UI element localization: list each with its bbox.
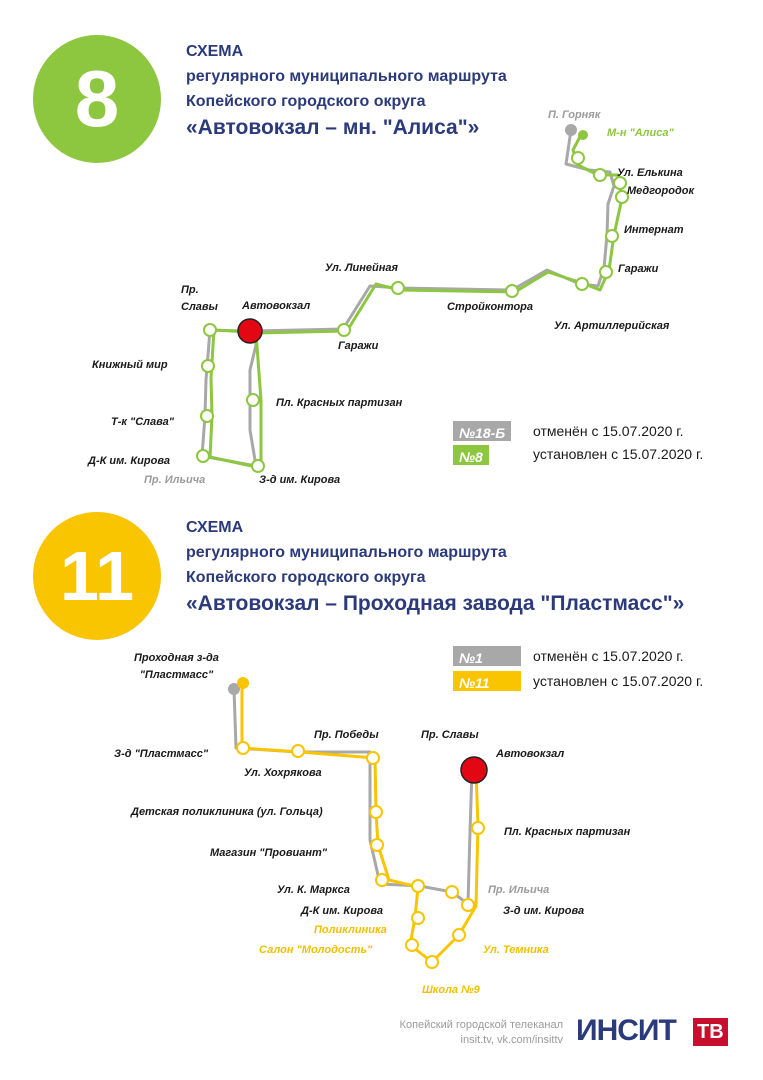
route-11-stop-pr-slavy: Пр. Славы — [421, 729, 479, 741]
route-11-number: 11 — [60, 537, 134, 615]
stop-marker — [412, 880, 424, 892]
route-11-new-line — [242, 683, 478, 962]
route-11-title-line2: регулярного муниципального маршрута — [186, 544, 507, 561]
route-8-stop-medgorodok: Медгородок — [627, 185, 695, 197]
route-11-stop-temnika: Ул. Темника — [483, 944, 549, 956]
route-8-stop-internat: Интернат — [624, 224, 684, 236]
stop-marker — [376, 874, 388, 886]
stop-marker — [462, 899, 474, 911]
stop-marker — [367, 752, 379, 764]
route-11-old-line — [234, 689, 472, 904]
route-11-stop-k-marksa: Ул. К. Маркса — [277, 884, 350, 896]
route-11-legend-new-text: установлен с 15.07.2020 г. — [533, 673, 704, 689]
route-8-title-line2: регулярного муниципального маршрута — [186, 68, 507, 85]
stop-marker — [453, 929, 465, 941]
stop-marker — [472, 822, 484, 834]
route-11-stop-pr-ilicha: Пр. Ильича — [488, 884, 550, 896]
route-8-stop-pl-krasnyh: Пл. Красных партизан — [276, 397, 403, 409]
route-8-title-line3: Копейского городского округа — [186, 93, 426, 110]
route-11-legend-old-badge: №1 — [453, 646, 521, 666]
route-11-stop-shkola9: Школа №9 — [422, 984, 480, 996]
insit-logo-tv: ТВ — [693, 1018, 728, 1046]
route-11-prohodnaya-new-terminal — [237, 677, 249, 689]
route-8-stop-knizhny-mir: Книжный мир — [92, 359, 168, 371]
stop-marker — [237, 742, 249, 754]
route-11-title-schema: СХЕМА — [186, 519, 244, 536]
route-11-stop-zd-kirova: З-д им. Кирова — [503, 905, 585, 917]
route-8-stop-lineynaya: Ул. Линейная — [325, 262, 398, 274]
route-11-stop-hohryakova: Ул. Хохрякова — [244, 767, 322, 779]
route-11-stop-zd-plastmass: З-д "Пластмасс" — [114, 748, 209, 760]
route-8-legend-old-badge: №18-Б — [453, 421, 511, 441]
route-8-stop-alisa: М-н "Алиса" — [607, 127, 674, 139]
route-8-stop-pr-slavy-text: Пр. Славы — [181, 284, 218, 314]
route-8-stop-avtovokzal: Автовокзал — [242, 300, 311, 312]
route-8-number: 8 — [74, 54, 120, 143]
route-8-stop-tk-slava: Т-к "Слава" — [111, 416, 174, 428]
route-11-stop-detskaya: Детская поликлиника (ул. Гольца) — [131, 806, 323, 818]
route-11-stop-pr-pobedy: Пр. Победы — [314, 729, 379, 741]
stop-marker — [370, 806, 382, 818]
route-8-legend-old-text: отменён с 15.07.2020 г. — [533, 423, 684, 439]
footer-channel-info — [400, 1018, 563, 1048]
route-11-stop-dk-kirova: Д-К им. Кирова — [301, 905, 383, 917]
insit-logo: ИНСИТ — [576, 1014, 676, 1047]
route-11-title-line3: Копейского городского округа — [186, 569, 426, 586]
route-8-stop-pr-ilicha: Пр. Ильича — [144, 474, 206, 486]
footer-line1: Копейский городской телеканал — [399, 1019, 563, 1031]
stop-marker — [426, 956, 438, 968]
route-8-stop-garazhi-east: Гаражи — [618, 263, 659, 275]
route-11-stop-poliklinika: Поликлиника — [314, 924, 387, 936]
route-8-stop-dk-kirova: Д-К им. Кирова — [88, 455, 170, 467]
route-11-title-route-name: «Автовокзал – Проходная завода "Пластмасс"» — [186, 592, 685, 615]
route-8-legend-new-text: установлен с 15.07.2020 г. — [533, 446, 704, 462]
route-11-legend-old-text: отменён с 15.07.2020 г. — [533, 648, 684, 664]
route-11-stop-prohodnaya-text: Проходная з-да "Пластмасс" — [134, 652, 219, 682]
stop-marker — [292, 745, 304, 757]
footer-line2: insit.tv, vk.com/insittv — [460, 1033, 563, 1046]
route-8-legend-new-badge: №8 — [453, 445, 489, 465]
stop-marker — [446, 886, 458, 898]
stop-marker — [406, 939, 418, 951]
route-11-avtovokzal-terminal — [461, 757, 487, 783]
stop-marker — [371, 839, 383, 851]
route-8-stop-elkina: Ул. Елькина — [617, 167, 683, 179]
route-11-stop-salon: Салон "Молодость" — [259, 944, 373, 956]
route-11-stop-avtovokzal: Автовокзал — [496, 748, 565, 760]
route-8-title-route-name: «Автовокзал – мн. "Алиса"» — [186, 116, 480, 139]
route-8-stop-gornyak: П. Горняк — [548, 109, 601, 121]
stop-marker — [412, 912, 424, 924]
route-11-legend-new-badge: №11 — [453, 671, 521, 691]
route-11-stop-pl-krasnyh: Пл. Красных партизан — [504, 826, 631, 838]
route-8-stop-stroykontora: Стройконтора — [447, 301, 534, 313]
route-11-stop-proviant: Магазин "Провиант" — [210, 847, 327, 859]
route-8-stop-artilleriyskaya: Ул. Артиллерийская — [554, 320, 670, 332]
route-8-stop-garazhi-west: Гаражи — [338, 340, 379, 352]
route-8-title-schema: СХЕМА — [186, 43, 244, 60]
route-8-stop-zd-kirova: З-д им. Кирова — [259, 474, 341, 486]
route-11-stop-prohodnaya — [134, 650, 219, 684]
